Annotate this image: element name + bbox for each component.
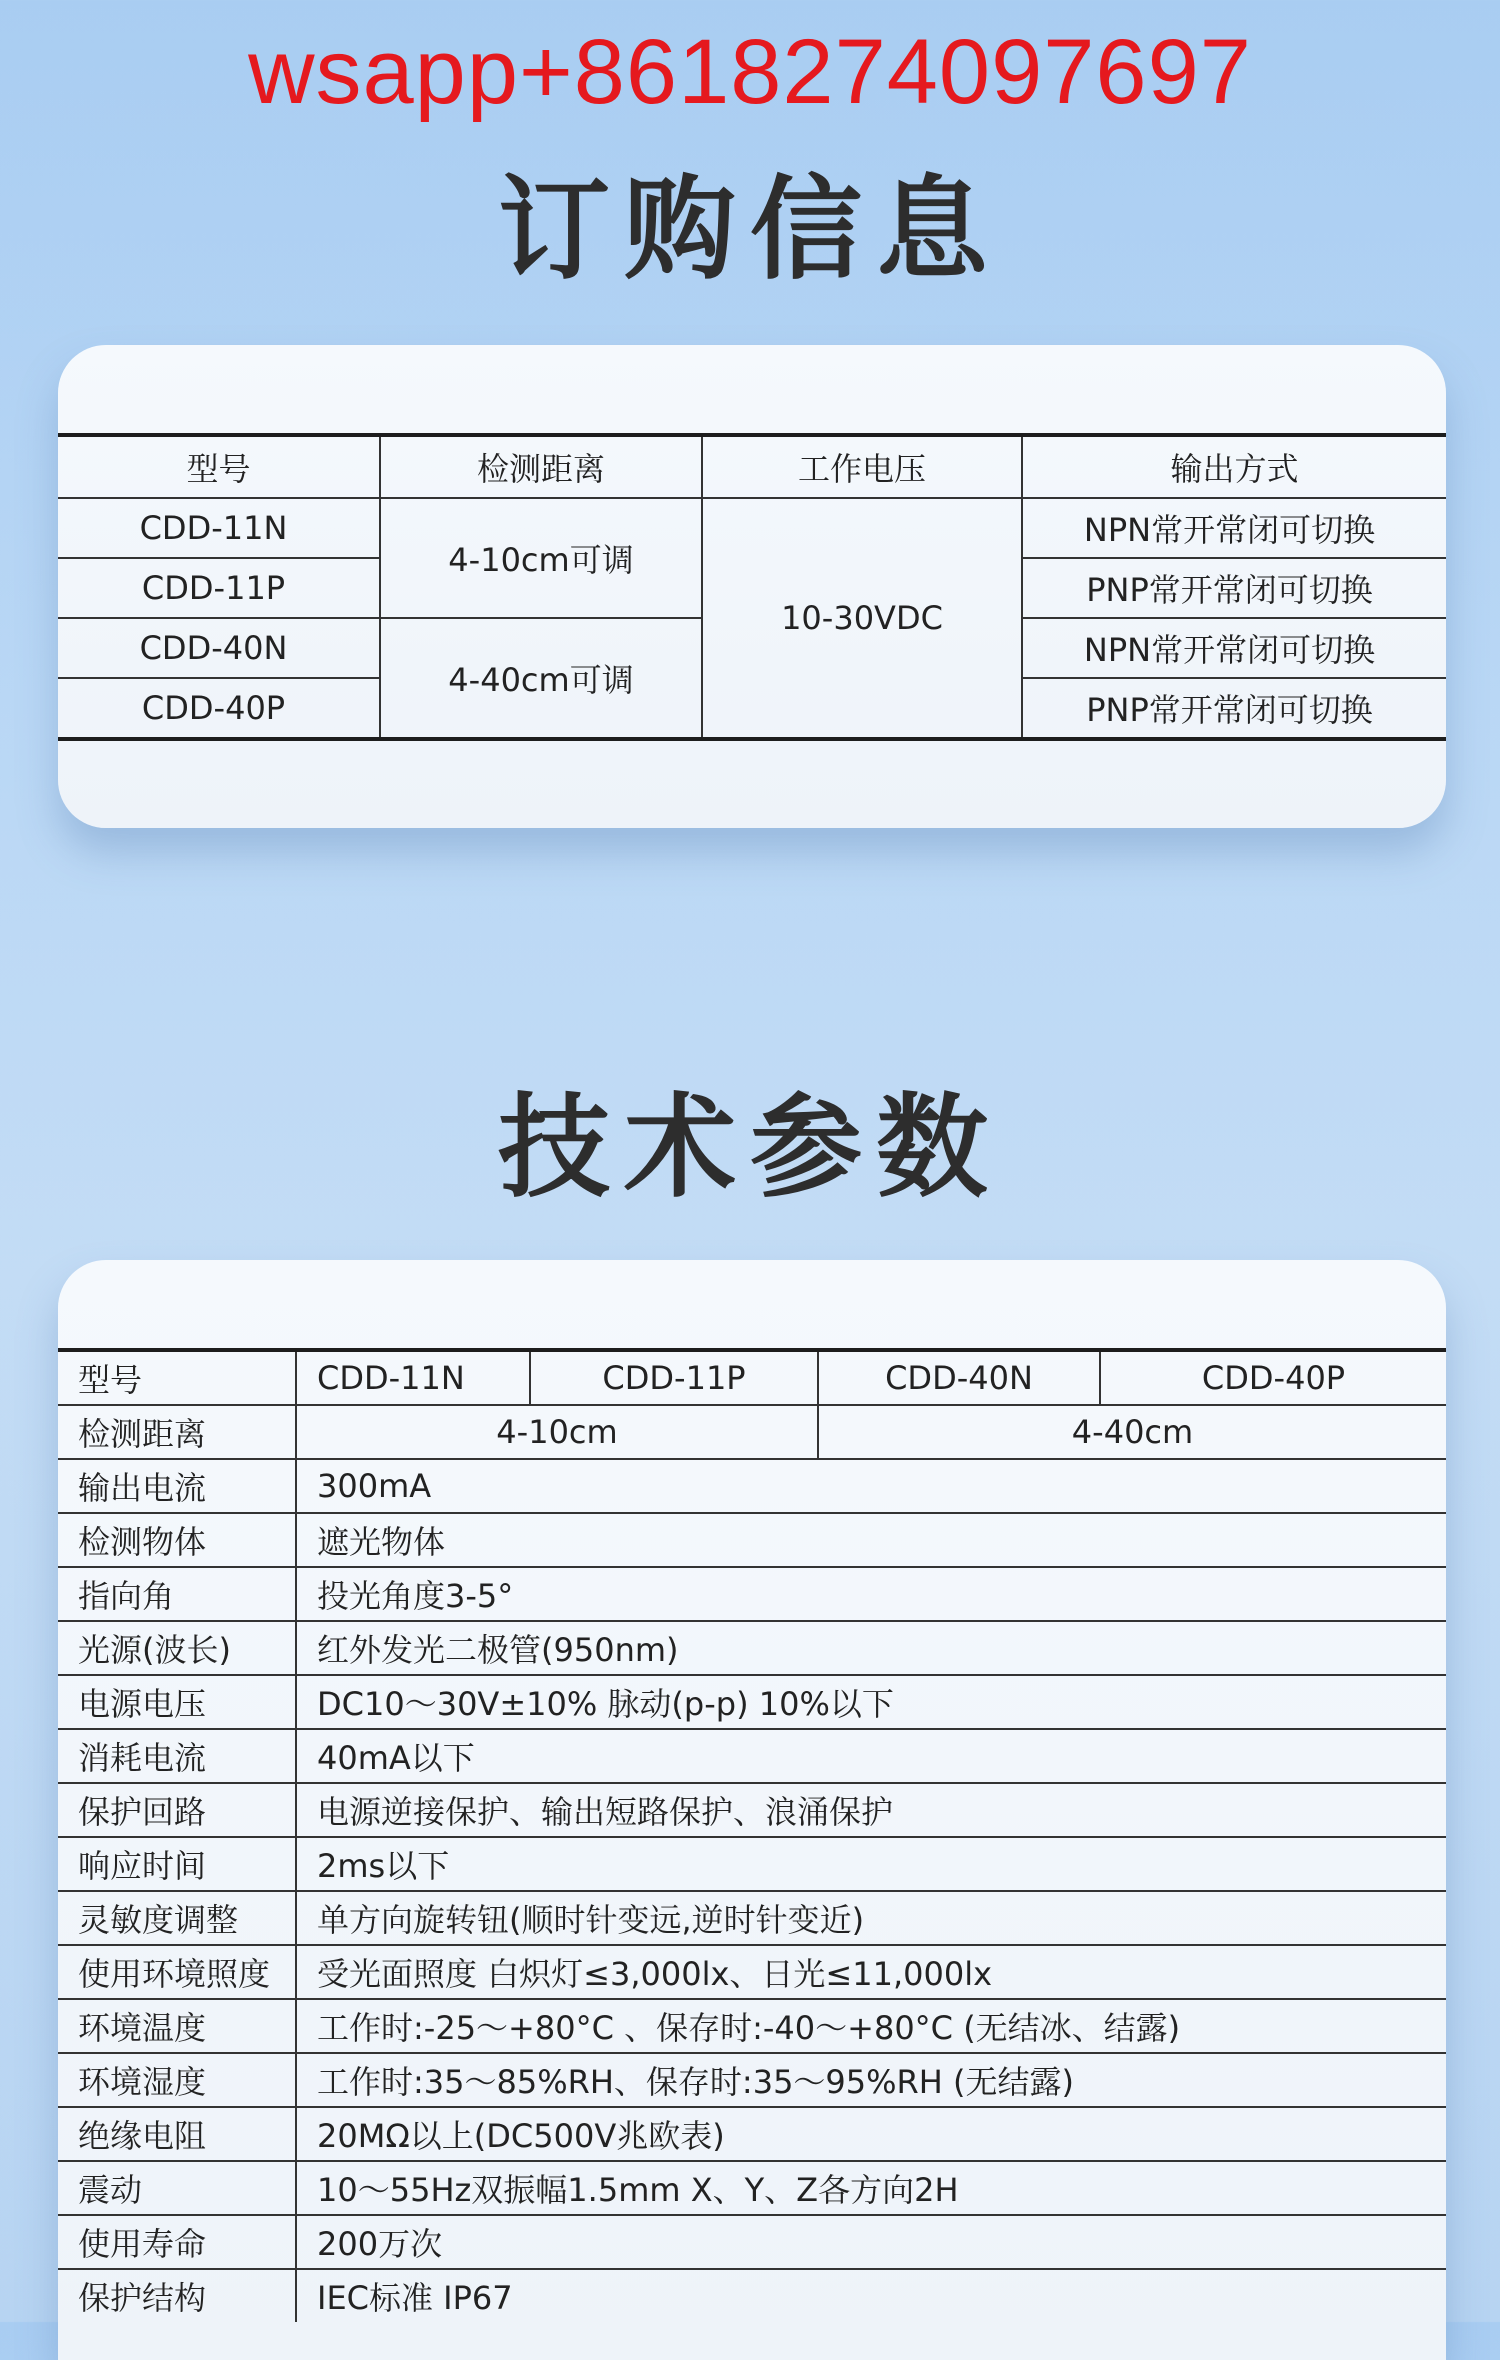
spec-label: 电源电压 [58,1675,296,1729]
table-row [58,1783,1446,1837]
spec-label: 检测距离 [58,1405,296,1459]
spec-label: 绝缘电阻 [58,2107,296,2161]
table-row [58,1891,1446,1945]
model-cell: CDD-11N [58,498,380,558]
spec-value: 2ms以下 [296,1837,1446,1891]
table-row [58,2215,1446,2269]
spec-label: 环境湿度 [58,2053,296,2107]
spec-value: 40mA以下 [296,1729,1446,1783]
table-row [58,1513,1446,1567]
output-cell: NPN常开常闭可切换 [1022,498,1446,558]
table-row [58,1350,1446,1405]
table-row [58,1999,1446,2053]
spec-label: 型号 [78,1361,143,1399]
model-cell: CDD-40N [58,618,380,678]
table-row [58,2269,1446,2322]
spec-value: 200万次 [296,2215,1446,2269]
order-table [58,433,1446,741]
spec-value: 10～55Hz双振幅1.5mm X、Y、Z各方向2H [296,2161,1446,2215]
output-cell: PNP常开常闭可切换 [1022,558,1446,618]
spec-value: 工作时:35～85%RH、保存时:35～95%RH (无结露) [296,2053,1446,2107]
spec-label: 震动 [58,2161,296,2215]
header-cell: 检测距离 [380,435,702,498]
table-row [58,1567,1446,1621]
distance-cell: 4-10cm [296,1405,818,1459]
order-info-title: 订购信息 [498,165,1002,295]
spec-value: IEC标准 IP67 [296,2269,1446,2322]
spec-value: 单方向旋转钮(顺时针变远,逆时针变近) [296,1891,1446,1945]
spec-value: 300mA [296,1459,1446,1513]
tech-params-card [58,1260,1446,2360]
spec-value: 工作时:-25～+80°C 、保存时:-40～+80°C (无结冰、结露) [296,1999,1446,2053]
table-row [58,1621,1446,1675]
model-cell: CDD-40N [818,1350,1100,1405]
spec-label: 光源(波长) [58,1621,296,1675]
table-row [58,1405,1446,1459]
model-cell: CDD-11P [58,558,380,618]
output-cell: NPN常开常闭可切换 [1022,618,1446,678]
model-cell: CDD-11P [530,1350,818,1405]
header-cell: 型号 [186,450,251,488]
voltage-cell: 10-30VDC [702,498,1022,739]
spec-value: 红外发光二极管(950nm) [296,1621,1446,1675]
spec-value: 遮光物体 [296,1513,1446,1567]
spec-value: DC10～30V±10% 脉动(p-p) 10%以下 [296,1675,1446,1729]
spec-table [58,1348,1446,2322]
spec-label: 输出电流 [58,1459,296,1513]
model-cell: CDD-40P [58,678,380,739]
spec-label: 使用环境照度 [58,1945,296,1999]
spec-label: 指向角 [58,1567,296,1621]
header-cell: 工作电压 [702,435,1022,498]
contact-watermark: wsapp+8618274097697 [248,21,1252,123]
spec-label: 消耗电流 [58,1729,296,1783]
order-info-card [58,345,1446,828]
spec-label: 保护结构 [58,2269,296,2322]
spec-value: 受光面照度 白炽灯≤3,000lx、日光≤11,000lx [296,1945,1446,1999]
table-row [58,1945,1446,1999]
header-cell: 输出方式 [1022,435,1446,498]
table-row [58,1459,1446,1513]
table-row [58,1837,1446,1891]
table-row [58,2161,1446,2215]
spec-label: 使用寿命 [58,2215,296,2269]
table-row [58,1729,1446,1783]
spec-label: 保护回路 [58,1783,296,1837]
spec-label: 响应时间 [58,1837,296,1891]
order-table-header [58,435,1446,498]
distance-cell: 4-40cm可调 [380,618,702,739]
tech-params-title: 技术参数 [498,1083,1002,1213]
distance-cell: 4-10cm可调 [380,498,702,618]
spec-label: 灵敏度调整 [58,1891,296,1945]
table-row [58,2107,1446,2161]
spec-value: 20MΩ以上(DC500V兆欧表) [296,2107,1446,2161]
spec-label: 检测物体 [58,1513,296,1567]
output-cell: PNP常开常闭可切换 [1022,678,1446,739]
model-cell: CDD-40P [1100,1350,1446,1405]
table-row [58,1675,1446,1729]
model-cell: CDD-11N [296,1350,530,1405]
table-row [58,2053,1446,2107]
table-row [58,498,1446,558]
distance-cell: 4-40cm [818,1405,1446,1459]
spec-label: 环境温度 [58,1999,296,2053]
spec-value: 投光角度3-5° [296,1567,1446,1621]
spec-value: 电源逆接保护、输出短路保护、浪涌保护 [296,1783,1446,1837]
